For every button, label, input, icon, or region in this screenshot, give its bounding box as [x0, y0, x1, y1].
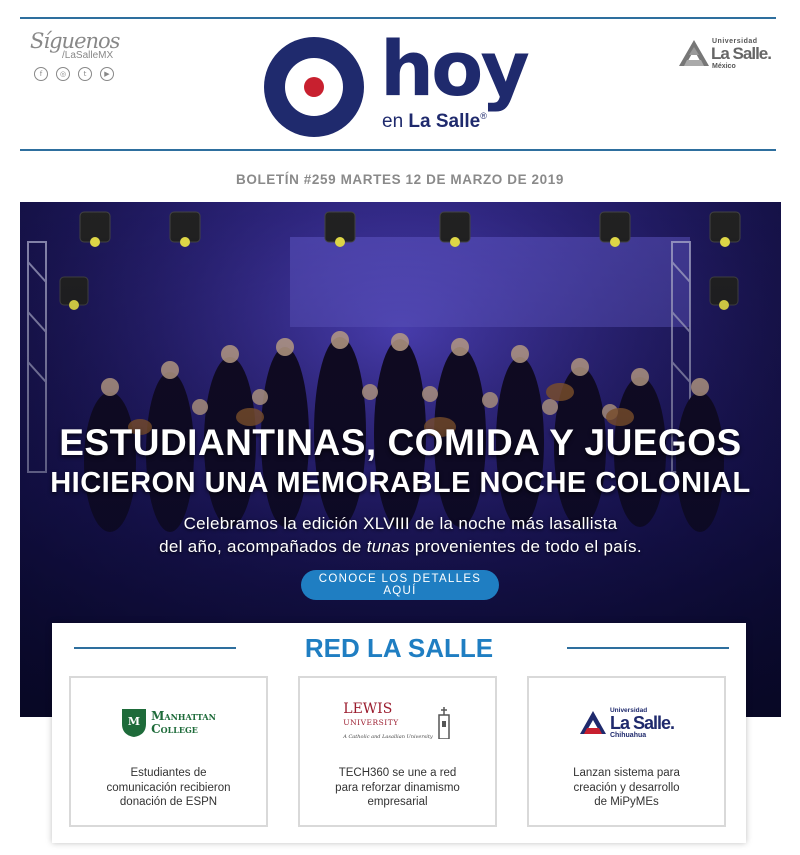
lewis-line1: LEWIS: [343, 701, 393, 717]
manhattan-shield-icon: [121, 708, 147, 738]
logo-en: en: [382, 111, 404, 132]
manhattan-line2: College: [151, 722, 198, 736]
hoy-logo[interactable]: [262, 24, 532, 139]
logo-brand: La Salle: [408, 111, 481, 132]
header-rule: [20, 149, 776, 151]
red-la-salle-panel: [52, 623, 746, 843]
hero-subtitle-emphasis: tunas: [366, 537, 410, 556]
hero-title-line1: ESTUDIANTINAS, COMIDA Y JUEGOS: [59, 422, 742, 463]
chihuahua-logo: [529, 698, 724, 748]
lewis-line3: A Catholic and Lasallian University: [343, 734, 433, 740]
logo-reg: ®: [480, 111, 487, 121]
follow-us: [30, 30, 130, 81]
hero-subtitle-line1: Celebramos la edición XLVIII de la noche más lasallista: [183, 514, 618, 533]
lewis-tower-icon: [436, 707, 452, 739]
logo-tagline: [382, 111, 487, 133]
chihuahua-line2: La Salle.: [609, 713, 675, 733]
follow-label: Síguenos: [30, 29, 120, 53]
target-icon: [262, 35, 366, 139]
manhattan-logo: [71, 698, 266, 748]
hero-subtitle-part-c: provenientes de todo el país.: [409, 537, 642, 556]
logo-word: hoy: [380, 24, 527, 113]
news-card-manhattan[interactable]: [69, 676, 268, 827]
instagram-icon[interactable]: ◎: [56, 67, 70, 81]
news-card-text: Estudiantes de comunicación recibieron donación de ESPN: [106, 767, 231, 808]
ulsa-emblem-icon: [579, 710, 607, 736]
hero-subtitle: [20, 512, 781, 558]
svg-text:M: M: [127, 715, 141, 728]
bulletin-date: BOLETÍN #259 MARTES 12 DE MARZO DE 2019: [236, 172, 564, 187]
manhattan-line1: Manhattan: [151, 709, 216, 723]
hero-subtitle-part-a: del año, acompañados de: [159, 537, 367, 556]
lewis-line2: UNIVERSITY: [343, 718, 399, 727]
youtube-icon[interactable]: ▶: [100, 67, 114, 81]
ulsa-campus: México: [712, 63, 736, 70]
hero-title-line2: HICIERON UNA MEMORABLE NOCHE COLONIAL: [50, 467, 751, 499]
follow-handle: /LaSalleMX: [62, 50, 114, 61]
ulsa-emblem-icon: [678, 39, 710, 69]
news-card-chihuahua[interactable]: [527, 676, 726, 827]
hero-subtitle-line2: [20, 535, 781, 558]
ulsa-top: Universidad: [712, 38, 758, 45]
details-button[interactable]: CONOCE LOS DETALLES AQUÍ: [301, 570, 499, 600]
ulsa-logo[interactable]: [678, 36, 778, 76]
twitter-icon[interactable]: t: [78, 67, 92, 81]
title-rule-right: [567, 647, 729, 649]
facebook-icon[interactable]: f: [34, 67, 48, 81]
section-title: RED LA SALLE: [304, 633, 494, 663]
top-rule: [20, 17, 776, 19]
news-card-text: TECH360 se une a red para reforzar dinamismo empresarial: [335, 767, 460, 808]
lewis-logo: [300, 698, 495, 748]
news-card-lewis[interactable]: [298, 676, 497, 827]
chihuahua-line1: Universidad: [609, 707, 648, 714]
news-card-text: Lanzan sistema para creación y desarrollo de MiPyMEs: [573, 767, 680, 808]
chihuahua-line3: Chihuahua: [609, 732, 647, 739]
ulsa-name: La Salle.: [711, 44, 771, 63]
social-links: [34, 67, 130, 81]
